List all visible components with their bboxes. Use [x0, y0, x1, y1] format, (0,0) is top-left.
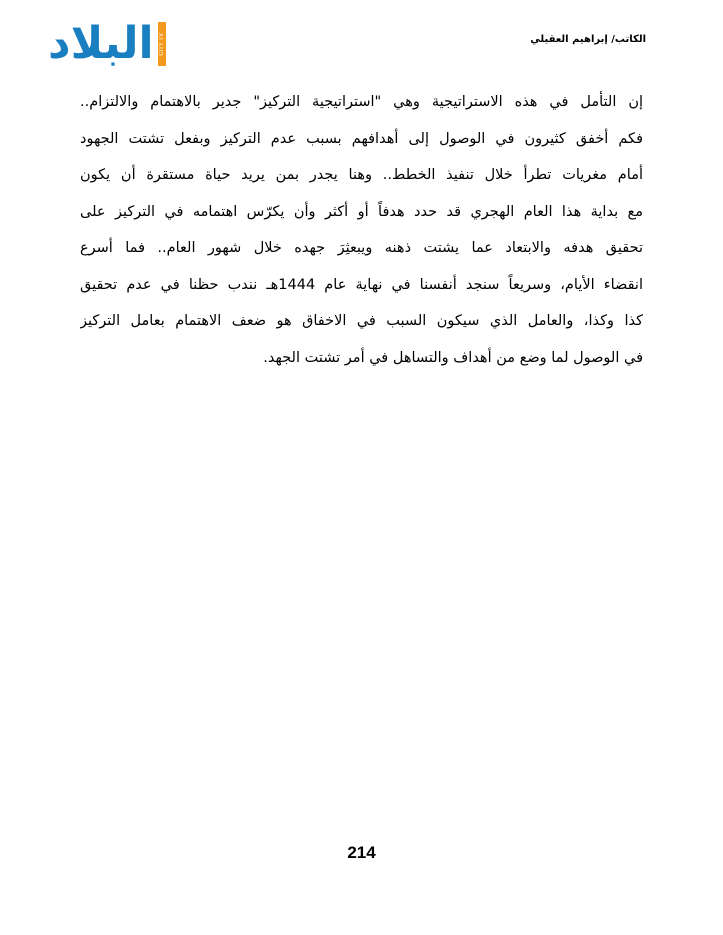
article-line: كذا وكذا، والعامل الذي سيكون السبب في الاخفاق هو ضعف الاهتمام بعامل التركيز	[80, 313, 643, 329]
author-line: الكاتب/ إبراهيم العقيلي	[530, 34, 646, 45]
newspaper-logo	[48, 18, 178, 69]
logo-strip-text: CITY TV	[158, 32, 165, 56]
logo-strip	[158, 22, 166, 66]
article-line: انقضاء الأيام، وسريعاً سنجد أنفسنا في نهاية عام 1444هـ نندب حظنا في عدم تحقيق	[80, 276, 643, 293]
article-line: في الوصول لما وضع من أهداف والتساهل في أمر تشتت الجهد.	[263, 349, 643, 366]
logo-text: البلاد	[48, 18, 154, 69]
article-line: إن التأمل في هذه الاستراتيجية وهي "استراتيجية التركيز" جدير بالاهتمام والالتزام..	[80, 94, 643, 110]
page-number: 214	[347, 843, 376, 862]
article-body	[80, 84, 643, 376]
article-line: أمام مغريات تطرأ خلال تنفيذ الخطط.. وهنا يجدر بمن يريد حياة مستقرة أن يكون	[80, 167, 643, 183]
article-line: تحقيق هدفه والابتعاد عما يشتت ذهنه ويبعثِرَ جهده خلال شهور العام.. فما أسرع	[80, 240, 643, 256]
article-line: فكم أخفق كثيرون في الوصول إلى أهدافهم بسبب عدم التركيز وبفعل تشتت الجهود	[80, 130, 643, 147]
article-line: مع بداية هذا العام الهجري قد حدد هدفاً أو أكثر وأن يكرّس اهتمامه في التركيز على	[80, 203, 643, 220]
